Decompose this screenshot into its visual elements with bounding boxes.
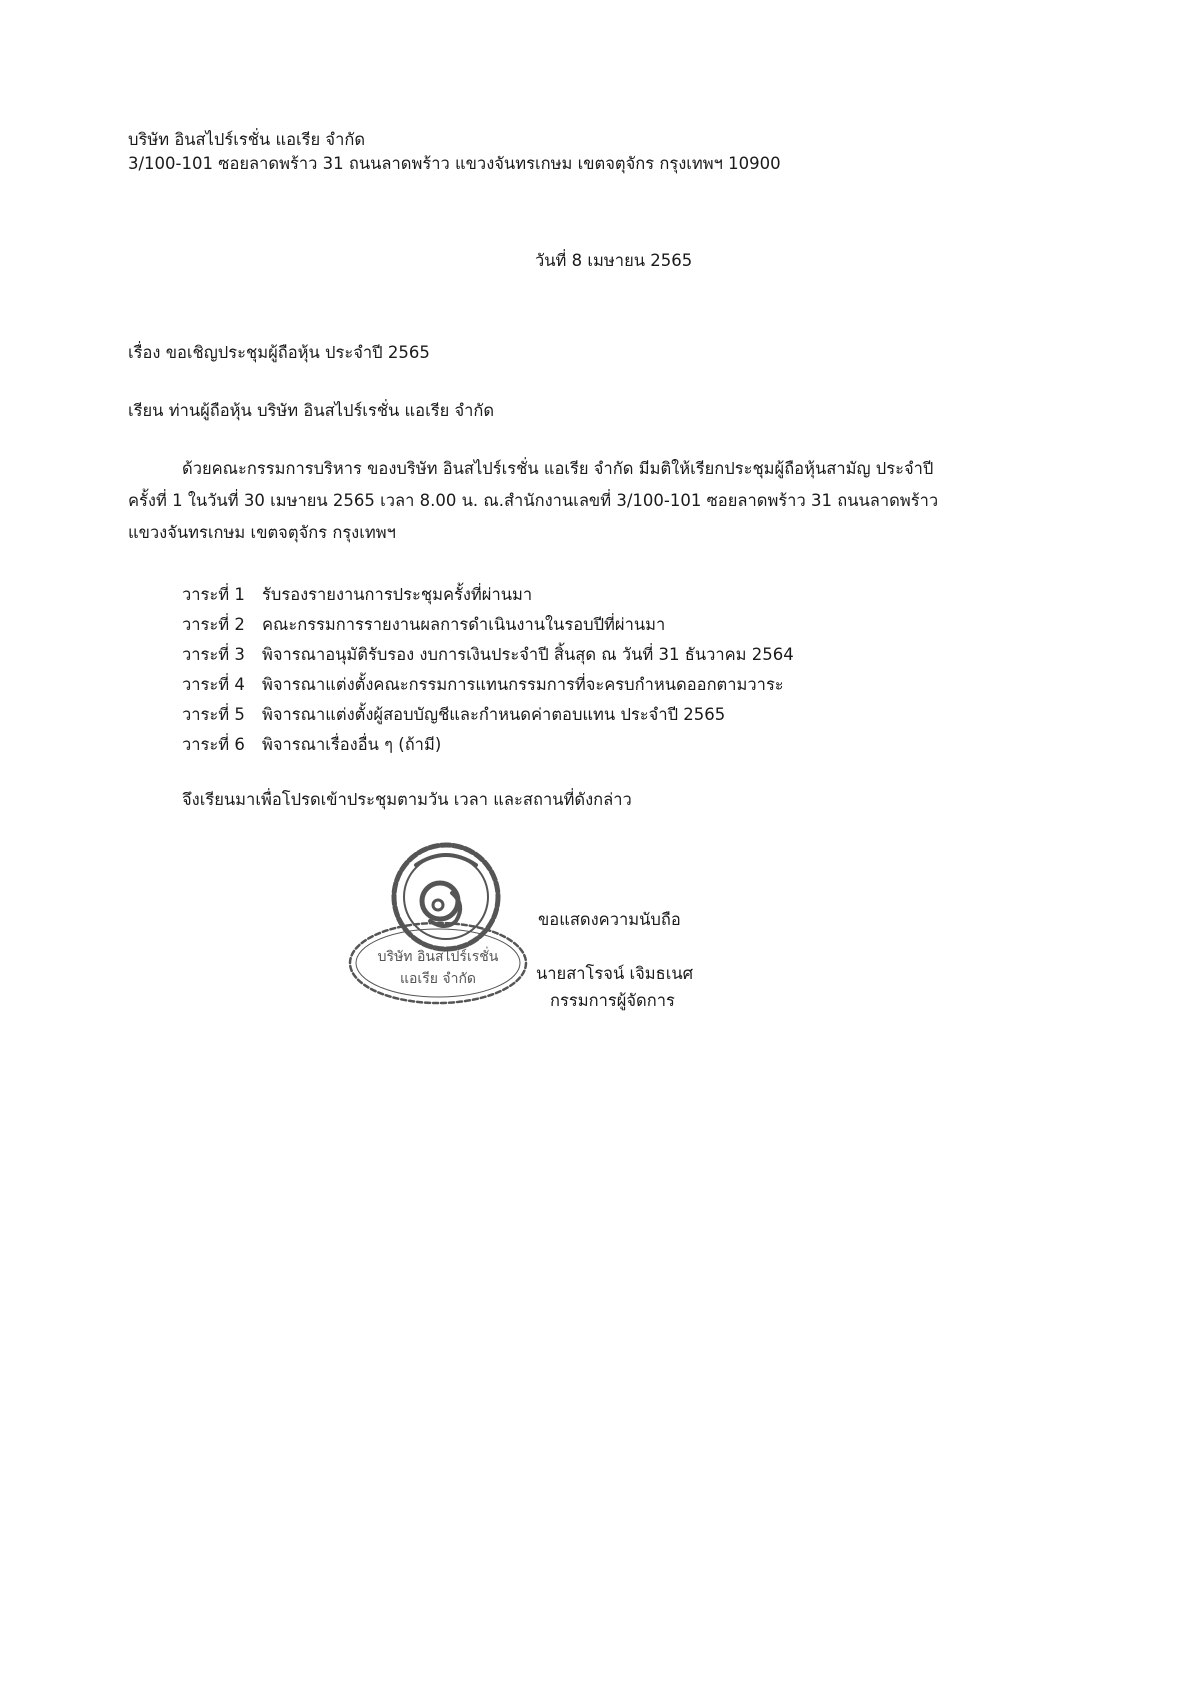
agenda-item-number: วาระที่ 4 xyxy=(182,675,245,694)
signer-name: นายสาโรจน์ เจิมธเนศ xyxy=(536,964,694,983)
stamp-line-1: บริษัท อินสไปร์เรชั่น xyxy=(377,949,499,965)
agenda-item xyxy=(182,642,794,672)
agenda-item-text: คณะกรรมการรายงานผลการดำเนินงานในรอบปีที่ผ่านมา xyxy=(262,615,666,634)
body-paragraph-line-2: ครั้งที่ 1 ในวันที่ 30 เมษายน 2565 เวลา 8.00 น. ณ.สำนักงานเลขที่ 3/100-101 ซอยลาดพร้าว 31 ถนนลาดพร้าว xyxy=(128,491,939,510)
agenda-item-text: พิจารณาแต่งตั้งผู้สอบบัญชีและกำหนดค่าตอบแทน ประจำปี 2565 xyxy=(262,705,726,724)
agenda-item xyxy=(182,582,794,612)
letter-date: วันที่ 8 เมษายน 2565 xyxy=(535,251,693,270)
agenda-item xyxy=(182,702,794,732)
agenda-item-number: วาระที่ 6 xyxy=(182,735,245,754)
agenda-item-text: พิจารณาแต่งตั้งคณะกรรมการแทนกรรมการที่จะครบกำหนดออกตามวาระ xyxy=(262,675,784,694)
stamp-line-2: แอเรีย จำกัด xyxy=(399,971,477,987)
signature-regards: ขอแสดงความนับถือ xyxy=(538,910,681,929)
body-paragraph-line-3: แขวงจันทรเกษม เขตจตุจักร กรุงเทพฯ xyxy=(128,523,396,542)
agenda-item xyxy=(182,672,794,702)
agenda-item-number: วาระที่ 1 xyxy=(182,585,245,604)
company-address: 3/100-101 ซอยลาดพร้าว 31 ถนนลาดพร้าว แขวงจันทรเกษม เขตจตุจักร กรุงเทพฯ 10900 xyxy=(128,154,781,173)
signer-title: กรรมการผู้จัดการ xyxy=(550,991,675,1010)
agenda-item-text: พิจารณาอนุมัติรับรอง งบการเงินประจำปี สิ้นสุด ณ วันที่ 31 ธันวาคม 2564 xyxy=(262,645,794,664)
agenda-item-text: พิจารณาเรื่องอื่น ๆ (ถ้ามี) xyxy=(262,735,442,754)
body-paragraph-line-1: ด้วยคณะกรรมการบริหาร ของบริษัท อินสไปร์เรชั่น แอเรีย จำกัด มีมติให้เรียกประชุมผู้ถือหุ้นสามัญ ประจำปี xyxy=(182,459,934,478)
agenda-item xyxy=(182,732,794,762)
letter-recipient: เรียน ท่านผู้ถือหุ้น บริษัท อินสไปร์เรชั่น แอเรีย จำกัด xyxy=(128,401,495,420)
agenda-list xyxy=(182,582,794,762)
agenda-item-text: รับรองรายงานการประชุมครั้งที่ผ่านมา xyxy=(262,585,533,604)
agenda-item-number: วาระที่ 2 xyxy=(182,615,245,634)
closing-sentence: จึงเรียนมาเพื่อโปรดเข้าประชุมตามวัน เวลา และสถานที่ดังกล่าว xyxy=(182,790,632,809)
company-name: บริษัท อินสไปร์เรชั่น แอเรีย จำกัด xyxy=(128,130,366,149)
company-seal-icon xyxy=(346,835,546,1035)
agenda-item-number: วาระที่ 5 xyxy=(182,705,245,724)
agenda-item-number: วาระที่ 3 xyxy=(182,645,245,664)
agenda-item xyxy=(182,612,794,642)
letter-subject: เรื่อง ขอเชิญประชุมผู้ถือหุ้น ประจำปี 2565 xyxy=(128,343,430,362)
